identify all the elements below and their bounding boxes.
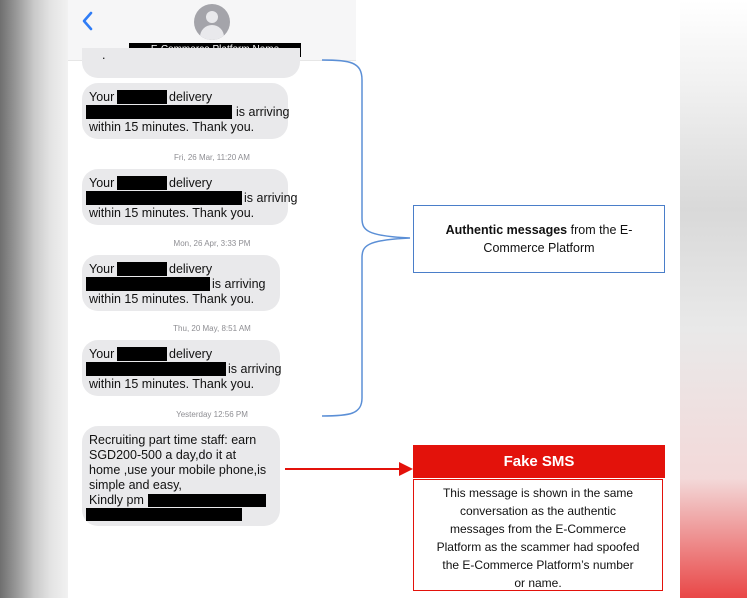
authentic-message-bubble <box>82 83 288 139</box>
right-blur-margin <box>680 0 747 598</box>
authentic-bracket <box>320 58 420 420</box>
bubble-fragment: . <box>102 48 106 62</box>
avatar-head-shape <box>206 11 218 23</box>
message-timestamp: Mon, 26 Apr, 3:33 PM <box>173 239 251 248</box>
fake-sms-explanation <box>413 479 663 591</box>
message-text: Your <box>89 176 115 190</box>
redaction-bar <box>148 494 266 507</box>
authentic-label-rest: from the E-Commerce Platform <box>483 223 633 255</box>
message-text: is arriving <box>244 191 298 205</box>
message-text: within 15 minutes. Thank you. <box>89 206 255 220</box>
explanation-line: or name. <box>514 576 562 590</box>
message-text: Recruiting part time staff: earn <box>89 433 257 447</box>
message-text: delivery <box>169 262 213 276</box>
message-text: delivery <box>169 176 213 190</box>
sms-conversation-screenshot <box>68 0 356 598</box>
left-blur-margin <box>0 0 68 598</box>
message-text: is arriving <box>228 362 282 376</box>
message-timestamp: Yesterday 12:56 PM <box>176 410 248 419</box>
redaction-bar <box>117 90 167 104</box>
authentic-message-bubble <box>82 255 280 311</box>
explanation-line: This message is shown in the same <box>442 486 634 500</box>
explanation-line: the E-Commerce Platform’s number <box>442 558 634 572</box>
message-text: SGD200-500 a day,do it at <box>89 448 237 462</box>
redaction-bar <box>86 508 242 521</box>
redaction-bar <box>86 105 232 119</box>
message-bubble-partial <box>82 48 300 78</box>
authentic-messages-callout <box>413 205 665 273</box>
redaction-bar <box>86 277 210 291</box>
message-text: within 15 minutes. Thank you. <box>89 120 255 134</box>
message-text: delivery <box>169 90 213 104</box>
contact-avatar[interactable] <box>194 4 230 40</box>
authentic-message-bubble <box>82 169 298 225</box>
message-text: is arriving <box>212 277 266 291</box>
chevron-left-icon[interactable] <box>78 9 96 33</box>
explanation-line: Platform as the scammer had spoofed <box>436 540 640 554</box>
fake-message-bubble <box>82 426 280 526</box>
explanation-line: conversation as the authentic <box>459 504 617 518</box>
message-text: within 15 minutes. Thank you. <box>89 377 255 391</box>
message-text: Kindly pm <box>89 493 144 507</box>
message-text: Your <box>89 90 115 104</box>
fake-sms-arrow <box>285 459 415 479</box>
message-text: within 15 minutes. Thank you. <box>89 292 255 306</box>
avatar-body-shape <box>200 25 224 40</box>
message-timestamp: Fri, 26 Mar, 11:20 AM <box>174 153 250 162</box>
redaction-bar <box>117 176 167 190</box>
redaction-bar <box>117 347 167 361</box>
message-timestamp: Thu, 20 May, 8:51 AM <box>173 324 251 333</box>
explanation-line: messages from the E-Commerce <box>449 522 627 536</box>
redaction-bar <box>117 262 167 276</box>
authentic-message-bubble <box>82 340 280 396</box>
redaction-bar <box>86 191 242 205</box>
message-text: Your <box>89 262 115 276</box>
message-text: delivery <box>169 347 213 361</box>
authentic-label-bold: Authentic messages <box>445 223 568 237</box>
message-text: is arriving <box>236 105 290 119</box>
message-text: simple and easy, <box>89 478 182 492</box>
message-text: home ,use your mobile phone,is <box>89 463 267 477</box>
message-text: Your <box>89 347 115 361</box>
fake-sms-title: Fake SMS <box>413 445 665 478</box>
redaction-bar <box>86 362 226 376</box>
